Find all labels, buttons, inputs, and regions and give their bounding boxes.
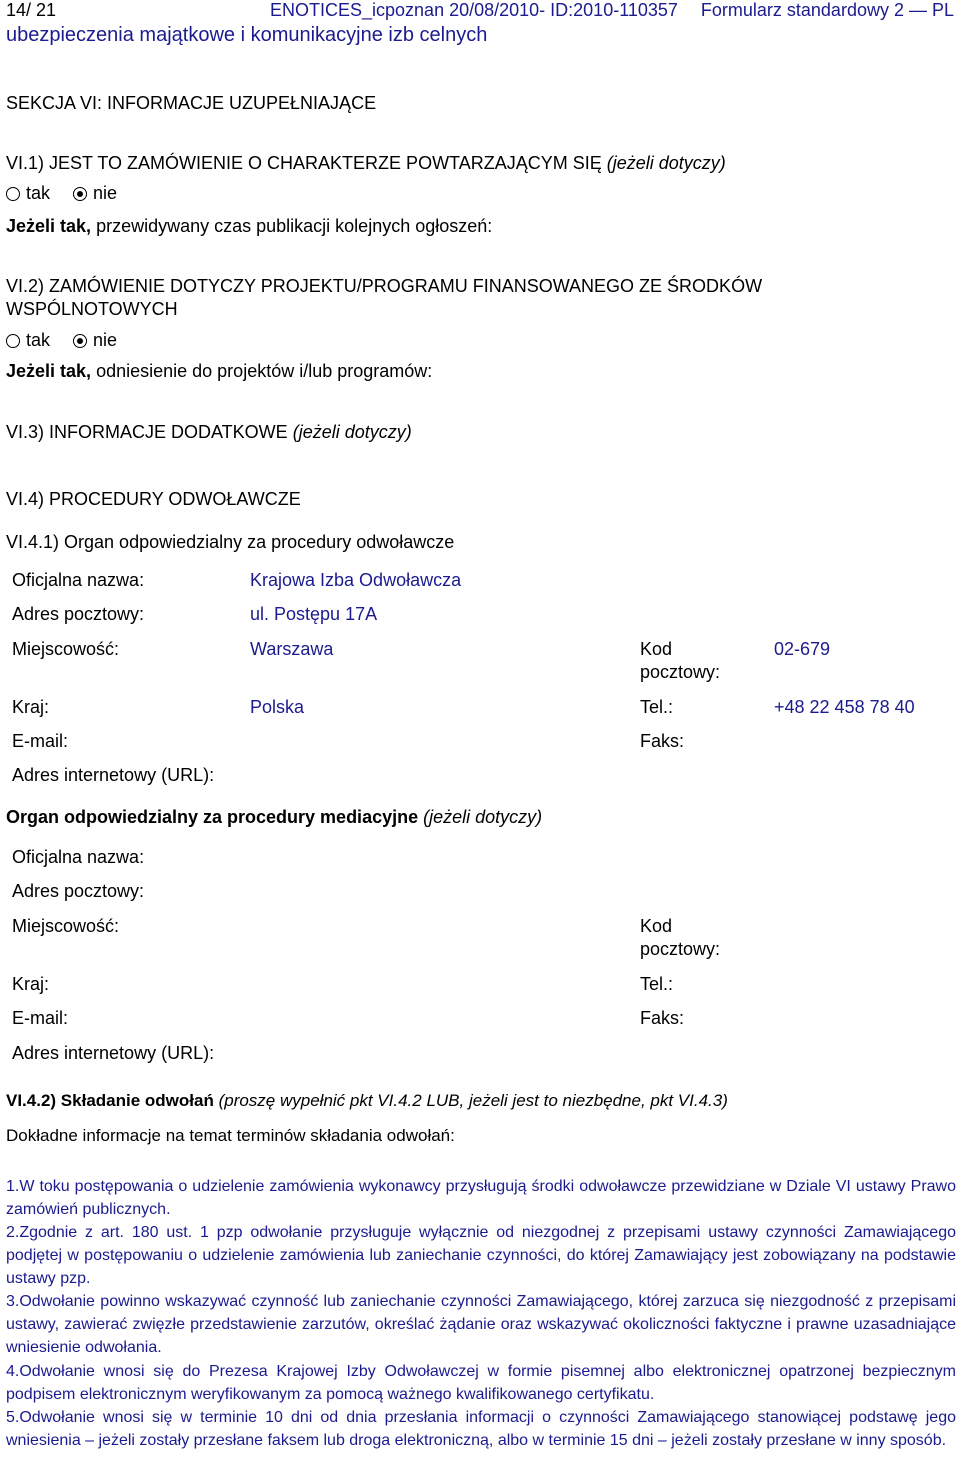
vi41-label-tel: Tel.: [640, 697, 674, 717]
mediation-label-email: E-mail: [12, 1008, 69, 1028]
vi1-if-yes-text: przewidywany czas publikacji kolejnych ogłoszeń: [96, 216, 493, 236]
vi1-if-yes [6, 215, 492, 237]
vi42-paragraph-5: 5.Odwołanie wnosi się w terminie 10 dni od dnia przesłania informacji o czynności Zamawiającego stanowiącej podstawę jego wniesienia – jeżeli zostały przesłane faksem lub droga elektroniczną, albo w terminie 15 dni – jeżeli zostały przesłane w inny sposób. [6, 1409, 956, 1449]
vi2-radio-yes[interactable] [6, 334, 20, 348]
vi41-label-name: Oficjalna nazwa: [12, 570, 145, 590]
mediation-heading [6, 806, 542, 828]
vi42-paragraph-4: 4.Odwołanie wnosi się do Prezesa Krajowej Izby Odwoławczej w formie pisemnej albo elektronicznej opatrzonej bezpiecznym podpisem elektronicznym weryfikowanym za pomocą ważnego kwalifikowanego certyfikatu. [6, 1363, 956, 1403]
page-number: 14/ 21 [6, 0, 57, 20]
vi1-radio-group [6, 182, 135, 204]
vi2-if-yes-bold: Jeżeli tak, [6, 361, 92, 381]
vi3-heading [6, 421, 412, 443]
vi4-title: VI.4) PROCEDURY ODWOŁAWCZE [6, 489, 301, 509]
mediation-label-postcode-1: Kod [640, 916, 673, 936]
vi1-radio-no[interactable] [73, 187, 87, 201]
mediation-label-country: Kraj: [12, 974, 50, 994]
vi41-value-address: ul. Postępu 17A [250, 604, 378, 624]
mediation-note: (jeżeli dotyczy) [423, 807, 543, 827]
vi42-title: VI.4.2) Składanie odwołań [6, 1091, 214, 1110]
vi2-yes-label: tak [26, 330, 51, 350]
vi41-value-postcode: 02-679 [774, 639, 831, 659]
vi2-no-label: nie [93, 330, 118, 350]
vi1-radio-yes[interactable] [6, 187, 20, 201]
vi41-label-postcode-1: Kod [640, 639, 673, 659]
vi1-no-label: nie [93, 183, 118, 203]
vi3-title: VI.3) INFORMACJE DODATKOWE [6, 422, 288, 442]
vi1-if-yes-bold: Jeżeli tak, [6, 216, 92, 236]
vi42-paragraph-2: 2.Zgodnie z art. 180 ust. 1 pzp odwołanie przysługuje wyłącznie od niezgodnej z przepisami ustawy czynności Zamawiającego podjętej w postępowaniu o udzielenie zamówienia lub zaniechanie czynności, do której Zamawiający jest zobowiązany na podstawie ustawy pzp. [6, 1224, 956, 1287]
vi41-label-address: Adres pocztowy: [12, 604, 145, 624]
vi41-value-name: Krajowa Izba Odwoławcza [250, 570, 462, 590]
vi41-value-city: Warszawa [250, 639, 334, 659]
vi42-note: (proszę wypełnić pkt VI.4.2 LUB, jeżeli jest to niezbędne, pkt VI.4.3) [218, 1091, 728, 1110]
vi2-radio-no[interactable] [73, 334, 87, 348]
vi41-title: VI.4.1) Organ odpowiedzialny za procedury odwoławcze [6, 532, 455, 552]
vi2-title-line2: WSPÓLNOTOWYCH [6, 299, 178, 319]
mediation-label-fax: Faks: [640, 1008, 685, 1028]
vi42-paragraph-1: 1.W toku postępowania o udzielenie zamówienia wykonawcy przysługują środki odwoławcze przewidziane w Dziale VI ustawy Prawo zamówień publicznych. [6, 1178, 956, 1218]
vi42-subtitle: Dokładne informacje na temat terminów składania odwołań: [6, 1126, 455, 1145]
vi41-label-url: Adres internetowy (URL): [12, 765, 215, 785]
mediation-label-city: Miejscowość: [12, 916, 120, 936]
vi41-label-email: E-mail: [12, 731, 69, 751]
vi2-if-yes-text: odniesienie do projektów i/lub programów: [96, 361, 433, 381]
mediation-label-postcode-2: pocztowy: [640, 939, 721, 959]
vi41-label-city: Miejscowość: [12, 639, 120, 659]
vi41-value-country: Polska [250, 697, 305, 717]
vi2-title-line1: VI.2) ZAMÓWIENIE DOTYCZY PROJEKTU/PROGRAMU FINANSOWANEGO ZE ŚRODKÓW [6, 276, 763, 296]
mediation-label-url: Adres internetowy (URL): [12, 1043, 215, 1063]
vi3-note: (jeżeli dotyczy) [292, 422, 412, 442]
vi41-label-postcode-2: pocztowy: [640, 662, 721, 682]
mediation-label-tel: Tel.: [640, 974, 674, 994]
vi41-label-fax: Faks: [640, 731, 685, 751]
vi1-title: VI.1) JEST TO ZAMÓWIENIE O CHARAKTERZE POWTARZAJĄCYM SIĘ [6, 153, 602, 173]
vi1-heading [6, 152, 726, 174]
vi42-heading [6, 1090, 728, 1112]
vi42-paragraph-3: 3.Odwołanie powinno wskazywać czynność lub zaniechanie czynności Zamawiającego, której zarzuca się niezgodność z przepisami ustawy, zawierać zwięzłe przedstawienie zarzutów, określać żądanie oraz wskazywać okoliczności faktyczne i prawne uzasadniające wniesienie odwołania. [6, 1293, 956, 1356]
mediation-label-address: Adres pocztowy: [12, 881, 145, 901]
vi2-radio-group [6, 329, 135, 351]
vi1-note: (jeżeli dotyczy) [606, 153, 726, 173]
vi41-label-country: Kraj: [12, 697, 50, 717]
mediation-title: Organ odpowiedzialny za procedury mediacyjne [6, 807, 419, 827]
document-id: ENOTICES_icpoznan 20/08/2010- ID:2010-110357 [270, 0, 678, 20]
section-title: SEKCJA VI: INFORMACJE UZUPEŁNIAJĄCE [6, 93, 377, 113]
mediation-label-name: Oficjalna nazwa: [12, 847, 145, 867]
vi41-value-tel: +48 22 458 78 40 [774, 697, 915, 717]
vi2-if-yes [6, 360, 432, 382]
document-title: ubezpieczenia majątkowe i komunikacyjne izb celnych [6, 24, 488, 46]
vi1-yes-label: tak [26, 183, 51, 203]
form-name: Formularz standardowy 2 — PL [700, 0, 954, 20]
